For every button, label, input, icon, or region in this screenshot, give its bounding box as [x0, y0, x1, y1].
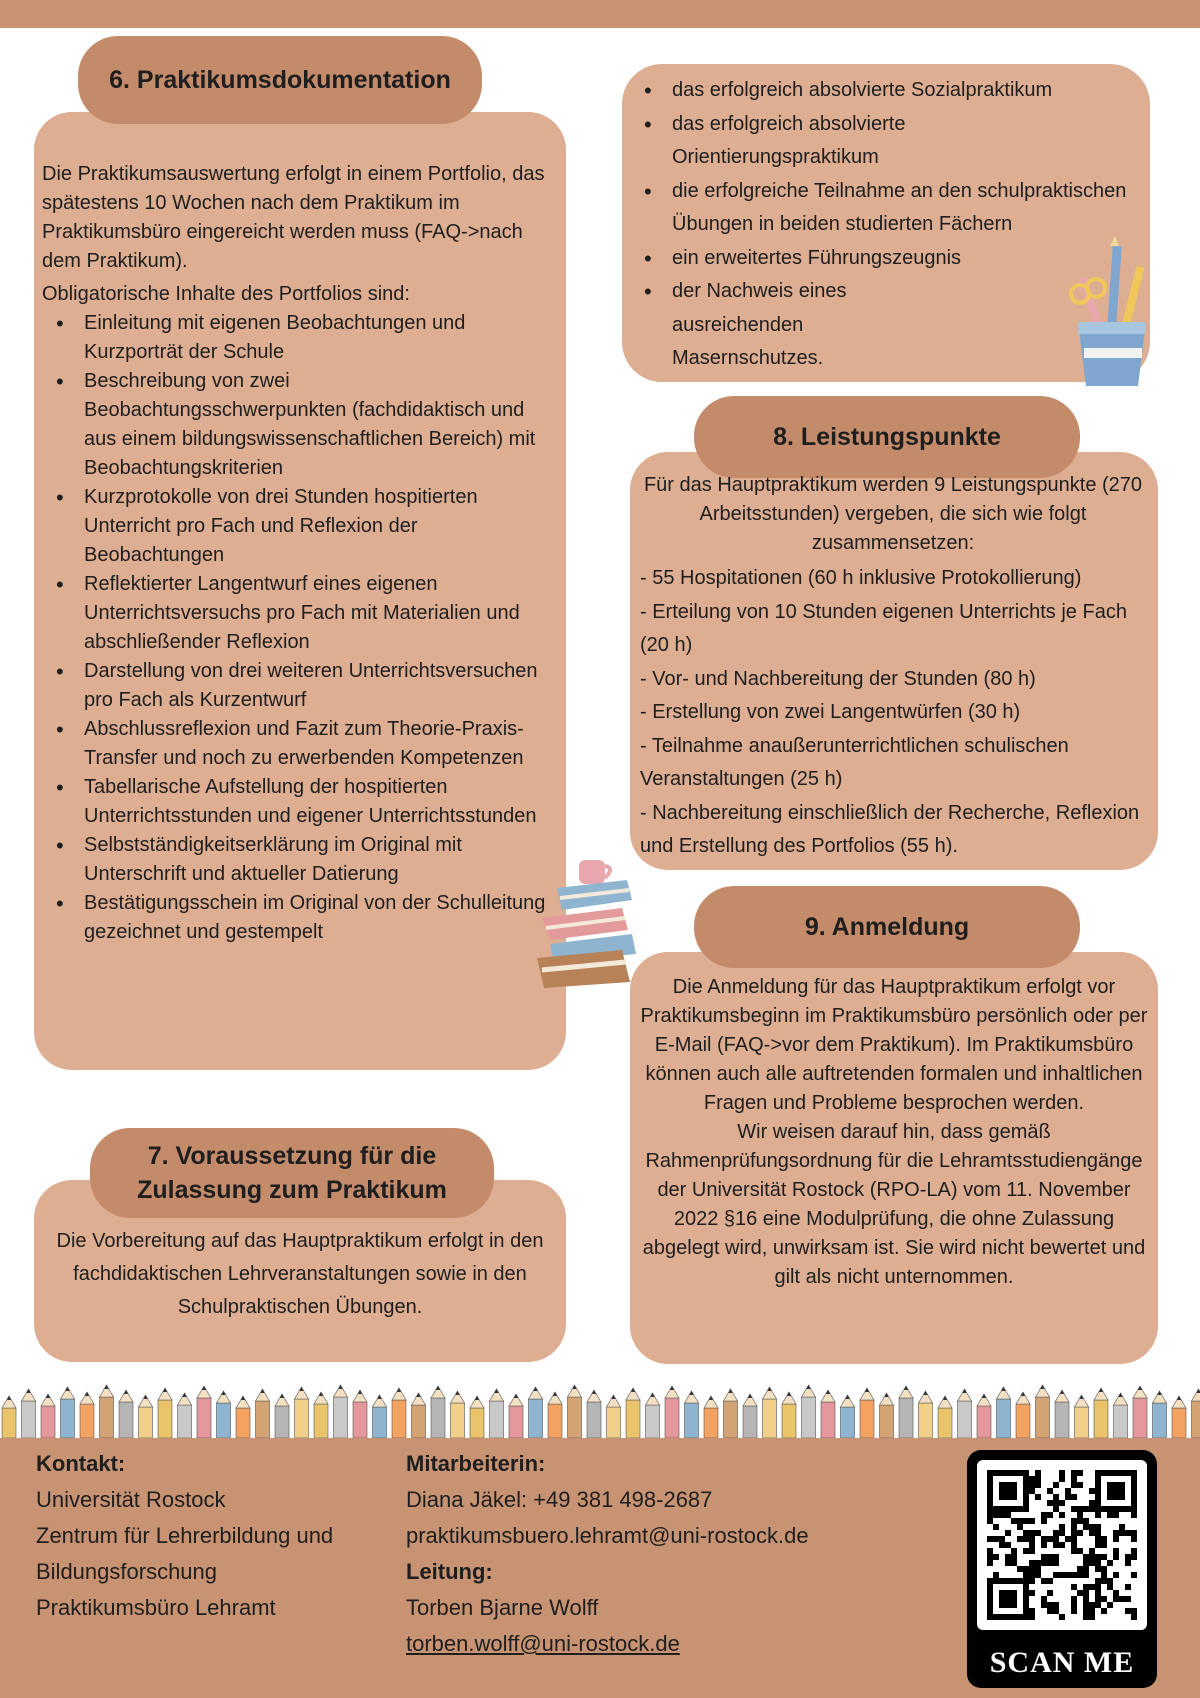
list-item: • das erfolgreich absolvierte Orientierungspraktikum: [630, 108, 1138, 175]
lead-label: Leitung:: [406, 1559, 493, 1584]
section-9-body: [640, 973, 1148, 1292]
section-7-title-line1: 7. Voraussetzung für die: [147, 1142, 437, 1170]
list-item: - Erteilung von 10 Stunden eigenen Unterrichts je Fach (20 h): [640, 600, 1127, 656]
contact-line: Zentrum für Lehrerbildung und: [36, 1523, 334, 1548]
credit-points-intro: Für das Hauptpraktikum werden 9 Leistungspunkte (270 Arbeitsstunden) vergeben, die sich wie folgt zusammensetzen:: [643, 474, 1143, 554]
qr-code-card[interactable]: [967, 1450, 1157, 1688]
contact-label: Kontakt:: [36, 1451, 126, 1476]
staff-email[interactable]: praktikumsbuero.lehramt@uni-rostock.de: [406, 1523, 809, 1548]
list-item: • Abschlussreflexion und Fazit zum Theorie-Praxis-Transfer und noch zu erwerbenden Kompetenzen: [42, 715, 554, 773]
contact-column: [36, 1446, 396, 1626]
qr-code-icon: [977, 1460, 1147, 1630]
qr-code-panel: [977, 1460, 1147, 1630]
section-8-body: [640, 471, 1146, 864]
list-item: - 55 Hospitationen (60 h inklusive Protokollierung): [640, 567, 1082, 589]
lead-name: Torben Bjarne Wolff: [406, 1595, 599, 1620]
contact-line: Bildungsforschung: [36, 1559, 218, 1584]
staff-name: Diana Jäkel: +49 381 498-2687: [406, 1487, 713, 1512]
section-6-title: 6. Praktikumsdokumentation: [78, 36, 482, 124]
list-item: - Vor- und Nachbereitung der Stunden (80 h): [640, 667, 1036, 690]
portfolio-lead: Obligatorische Inhalte des Portfolios sind:: [42, 283, 410, 305]
contact-line: Universität Rostock: [36, 1487, 226, 1512]
registration-text: Die Anmeldung für das Hauptpraktikum erfolgt vor Praktikumsbeginn im Praktikumsbüro persönlich oder per E-Mail (FAQ->vor dem Praktikum). Im Praktikumsbüro können auch alle auftretenden formalen und inhaltlichen Fragen und Probleme besprochen werden.: [640, 976, 1148, 1114]
top-bar: [0, 0, 1200, 28]
list-item: • ein erweitertes Führungszeugnis: [630, 242, 1138, 276]
list-item: • Tabellarische Aufstellung der hospitierten Unterrichtsstunden und eigener Unterrichtsstunden: [42, 773, 554, 831]
section-7-title-line2: Zulassung zum Praktikum: [137, 1176, 447, 1204]
section-7-text: Die Vorbereitung auf das Hauptpraktikum erfolgt in den fachdidaktischen Lehrveranstaltungen sowie in den Schulpraktischen Übungen.: [56, 1230, 544, 1318]
pencil-cup-illustration: [1058, 236, 1168, 396]
list-item: • Selbstständigkeitserklärung im Original mit Unterschrift und aktueller Datierung: [42, 831, 554, 889]
list-item: - Nachbereitung einschließlich der Recherche, Reflexion und Erstellung des Portfolios (55 h).: [640, 801, 1140, 857]
list-item: • das erfolgreich absolvierte Sozialpraktikum: [630, 74, 1138, 108]
books-illustration: [532, 850, 642, 990]
staff-column: [406, 1446, 926, 1662]
list-item: • Beschreibung von zwei Beobachtungsschwerpunkten (fachdidaktisch und aus einem bildungswissenschaftlichen Bereich) mit Beobachtungskriterien: [42, 367, 554, 483]
list-item: • Kurzprotokolle von drei Stunden hospitierten Unterricht pro Fach und Reflexion der Beobachtungen: [42, 483, 554, 570]
list-item: • Darstellung von drei weiteren Unterrichtsversuchen pro Fach als Kurzentwurf: [42, 657, 554, 715]
portfolio-intro: Die Praktikumsauswertung erfolgt in einem Portfolio, das spätestens 10 Wochen nach dem Praktikum im Praktikumsbüro eingereicht werden muss (FAQ->nach dem Praktikum).: [42, 163, 545, 272]
section-6-body: [42, 160, 554, 947]
registration-legal-note: Wir weisen darauf hin, dass gemäß Rahmenprüfungsordnung für die Lehramtsstudiengänge der Universität Rostock (RPO-LA) vom 11. November 2022 §16 eine Modulprüfung, die ohne Zulassung abgelegt wird, unwirksam ist. Sie wird nicht bewertet und gilt als nicht unternommen.: [642, 1121, 1146, 1288]
portfolio-content-list: [42, 309, 554, 947]
list-item: - Teilnahme anaußerunterrichtlichen schulischen Veranstaltungen (25 h): [640, 734, 1069, 790]
list-item: • die erfolgreiche Teilnahme an den schulpraktischen Übungen in beiden studierten Fächern: [630, 175, 1138, 242]
list-item: • Bestätigungsschein im Original von der Schulleitung gezeichnet und gestempelt: [42, 889, 554, 947]
list-item: • der Nachweis eines ausreichenden Masernschutzes.: [630, 275, 1138, 376]
section-9-title: 9. Anmeldung: [694, 886, 1080, 968]
list-item: • Einleitung mit eigenen Beobachtungen und Kurzporträt der Schule: [42, 309, 554, 367]
list-item: • Reflektierter Langentwurf eines eigenen Unterrichtsversuchs pro Fach mit Materialien und abschließender Reflexion: [42, 570, 554, 657]
qr-caption: SCAN ME: [989, 1646, 1135, 1679]
list-item: - Erstellung von zwei Langentwürfen (30 h): [640, 701, 1021, 723]
pencil-border-illustration: [0, 1368, 1200, 1438]
contact-line: Praktikumsbüro Lehramt: [36, 1595, 276, 1620]
lead-email-link[interactable]: torben.wolff@uni-rostock.de: [406, 1631, 680, 1656]
staff-label: Mitarbeiterin:: [406, 1451, 546, 1476]
section-7-title: [90, 1128, 494, 1218]
section-8-title: 8. Leistungspunkte: [694, 396, 1080, 478]
